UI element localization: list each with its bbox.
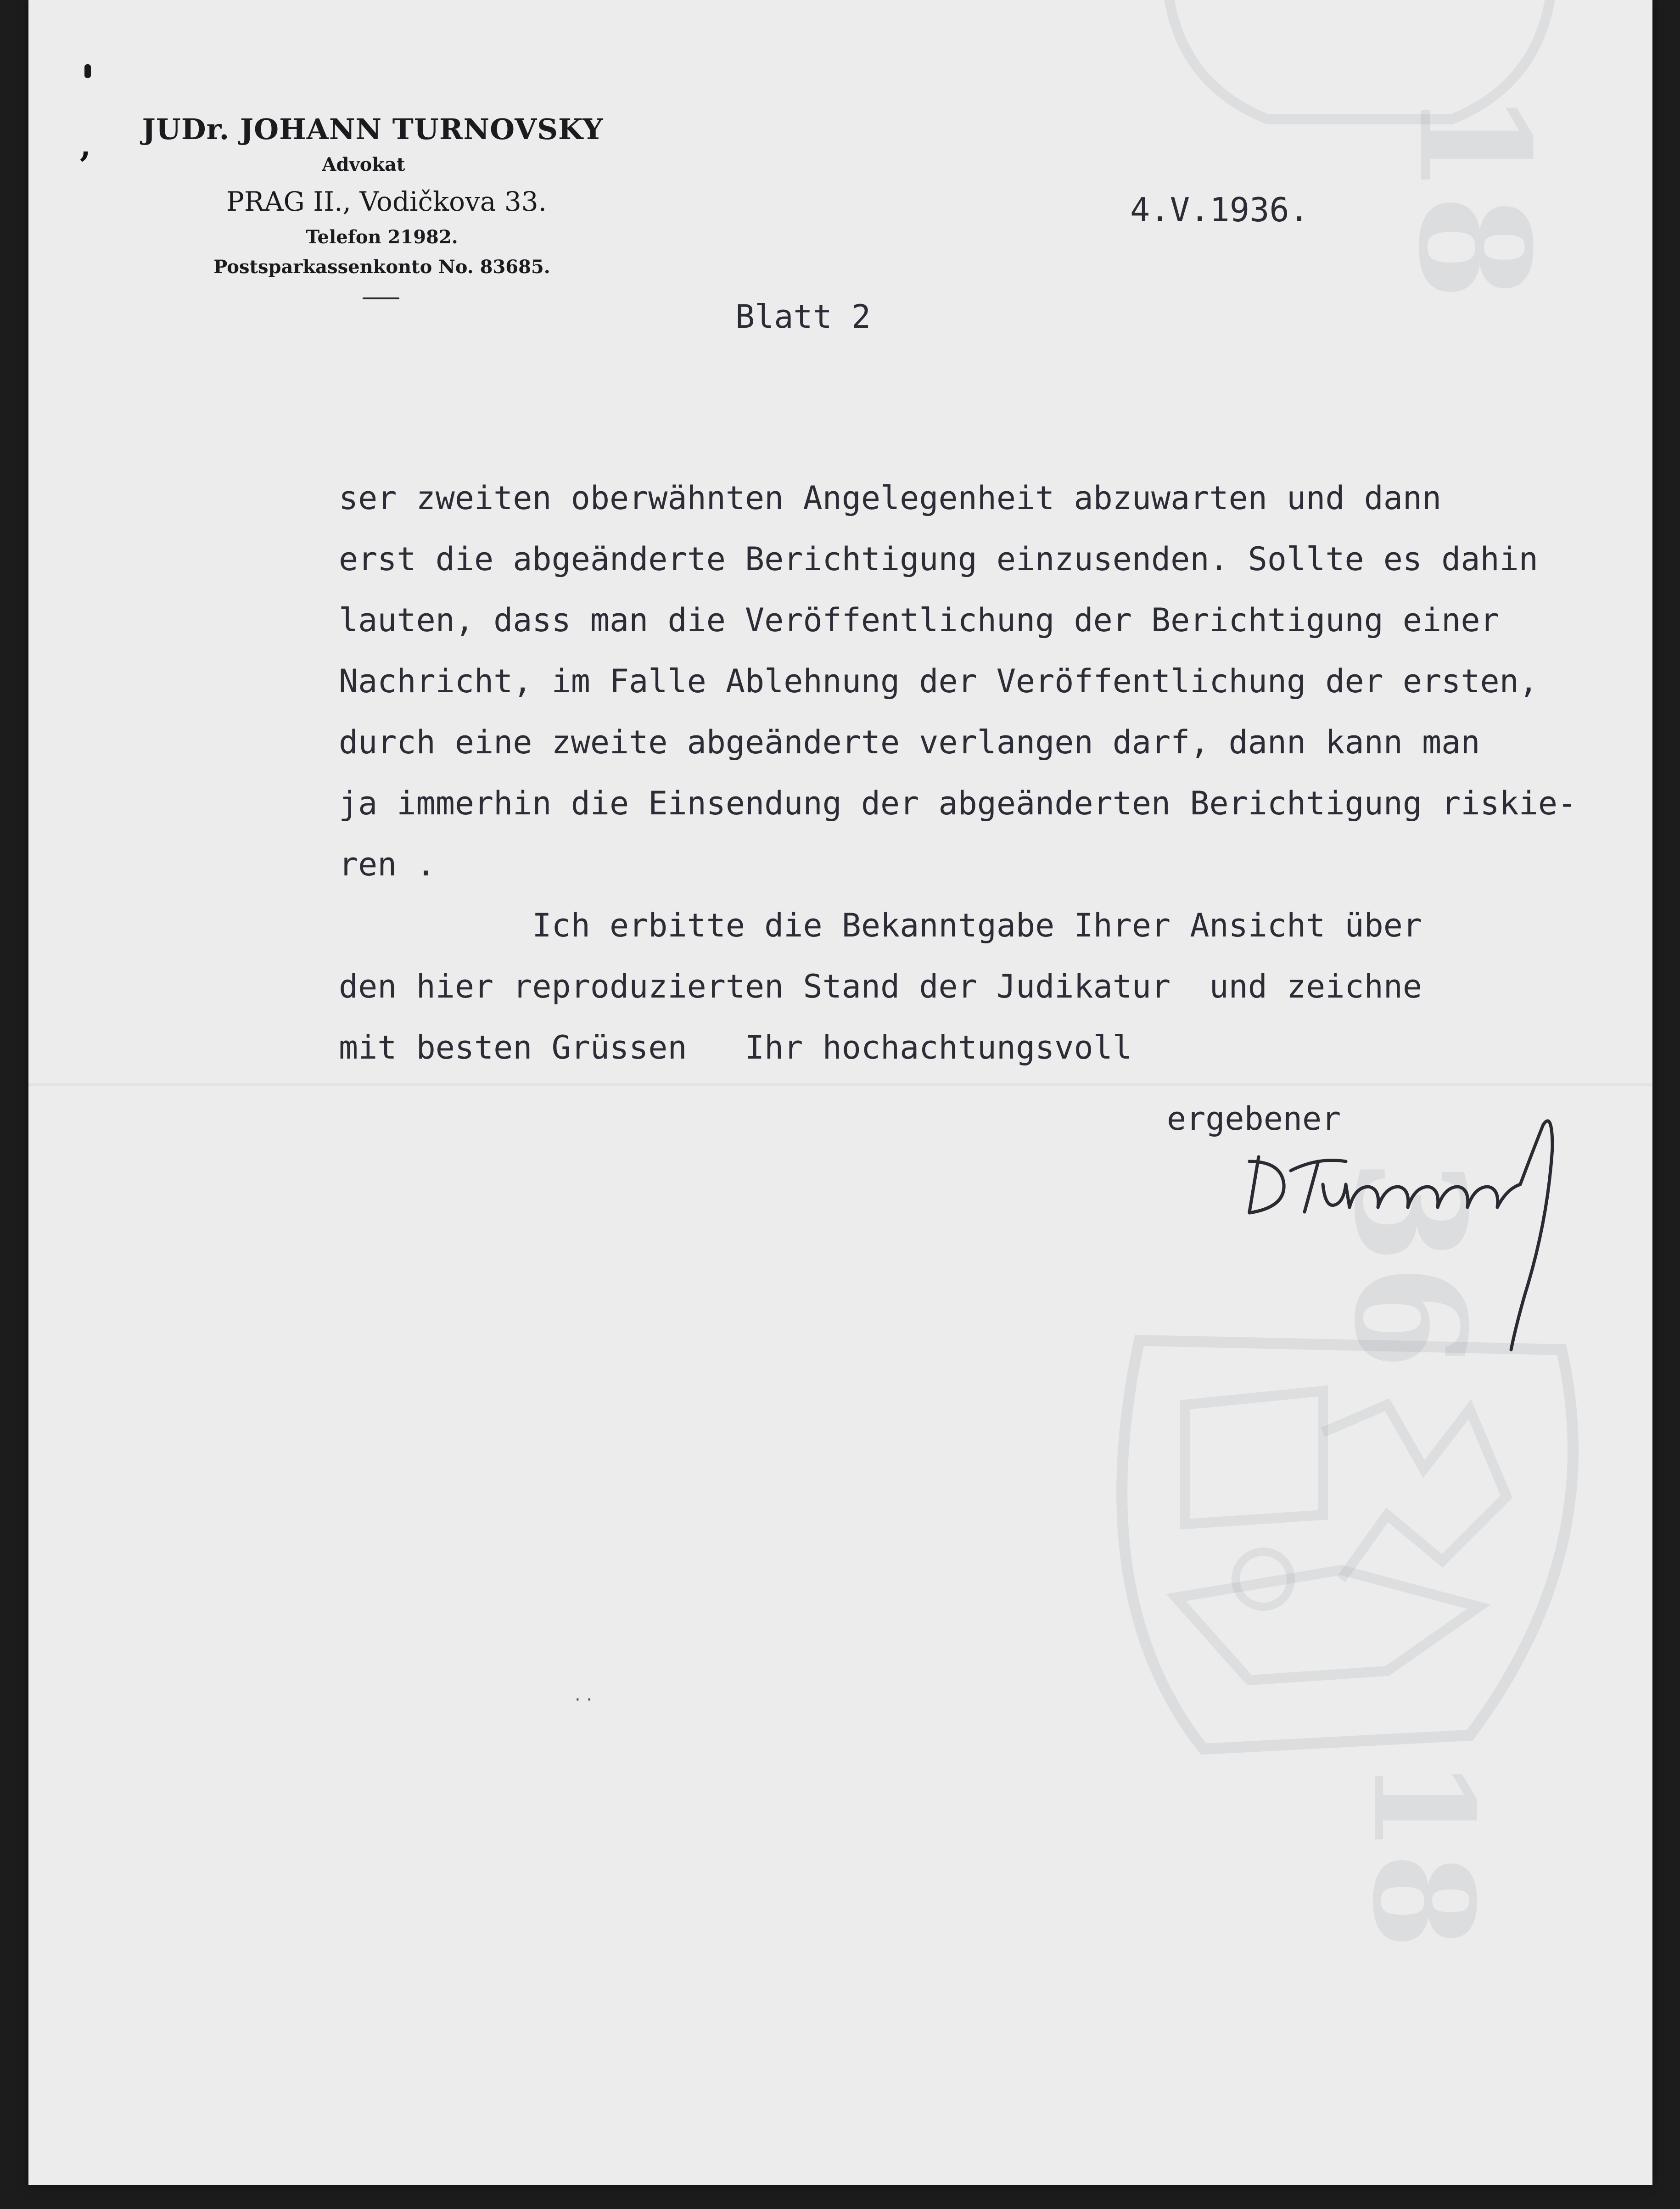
watermark-number-middle: 36 — [1321, 1159, 1499, 1370]
signature — [1231, 1093, 1607, 1359]
letterhead-phone: Telefon 21982. — [306, 226, 458, 248]
watermark-monogram — [1066, 1322, 1607, 1772]
body-line: lauten, dass man die Veröffentlichung der Berichtigung einer — [339, 601, 1500, 639]
closing-word: ergebener — [1167, 1100, 1341, 1138]
sheet-label: Blatt 2 — [735, 298, 871, 336]
body-line: Ich erbitte die Bekanntgabe Ihrer Ansicht über — [339, 907, 1422, 944]
body-line: den hier reproduzierten Stand der Judikatur und zeichne — [339, 968, 1422, 1005]
letterhead-title: Advokat — [322, 154, 405, 175]
letterhead-name: JUDr. JOHANN TURNOVSKY — [142, 112, 604, 146]
letterhead-address: PRAG II., Vodičkova 33. — [226, 186, 547, 217]
paper-fold — [28, 1083, 1652, 1086]
margin-mark — [84, 64, 91, 78]
watermark-number-top: 18 — [1385, 89, 1563, 300]
body-line: Nachricht, im Falle Ablehnung der Veröffentlichung der ersten, — [339, 662, 1538, 700]
watermark-number-bottom: 18 — [1342, 1757, 1505, 1949]
body-line: ren . — [339, 846, 436, 883]
letter-page — [28, 0, 1652, 2185]
paper-specks: · · — [575, 1689, 593, 1710]
letterhead-postal-account: Postsparkassenkonto No. 83685. — [213, 256, 550, 278]
body-line: durch eine zweite abgeänderte verlangen darf, dann kann man — [339, 723, 1480, 761]
margin-comma: , — [80, 126, 91, 164]
letter-date: 4.V.1936. — [1130, 191, 1310, 229]
body-line: mit besten Grüssen Ihr hochachtungsvoll — [339, 1029, 1132, 1066]
body-line: erst die abgeänderte Berichtigung einzusenden. Sollte es dahin — [339, 540, 1538, 578]
body-line: ja immerhin die Einsendung der abgeänderten Berichtigung riskie- — [339, 785, 1577, 822]
body-line: ser zweiten oberwähnten Angelegenheit abzuwarten und dann — [339, 479, 1442, 517]
letterhead-divider — [363, 297, 399, 299]
